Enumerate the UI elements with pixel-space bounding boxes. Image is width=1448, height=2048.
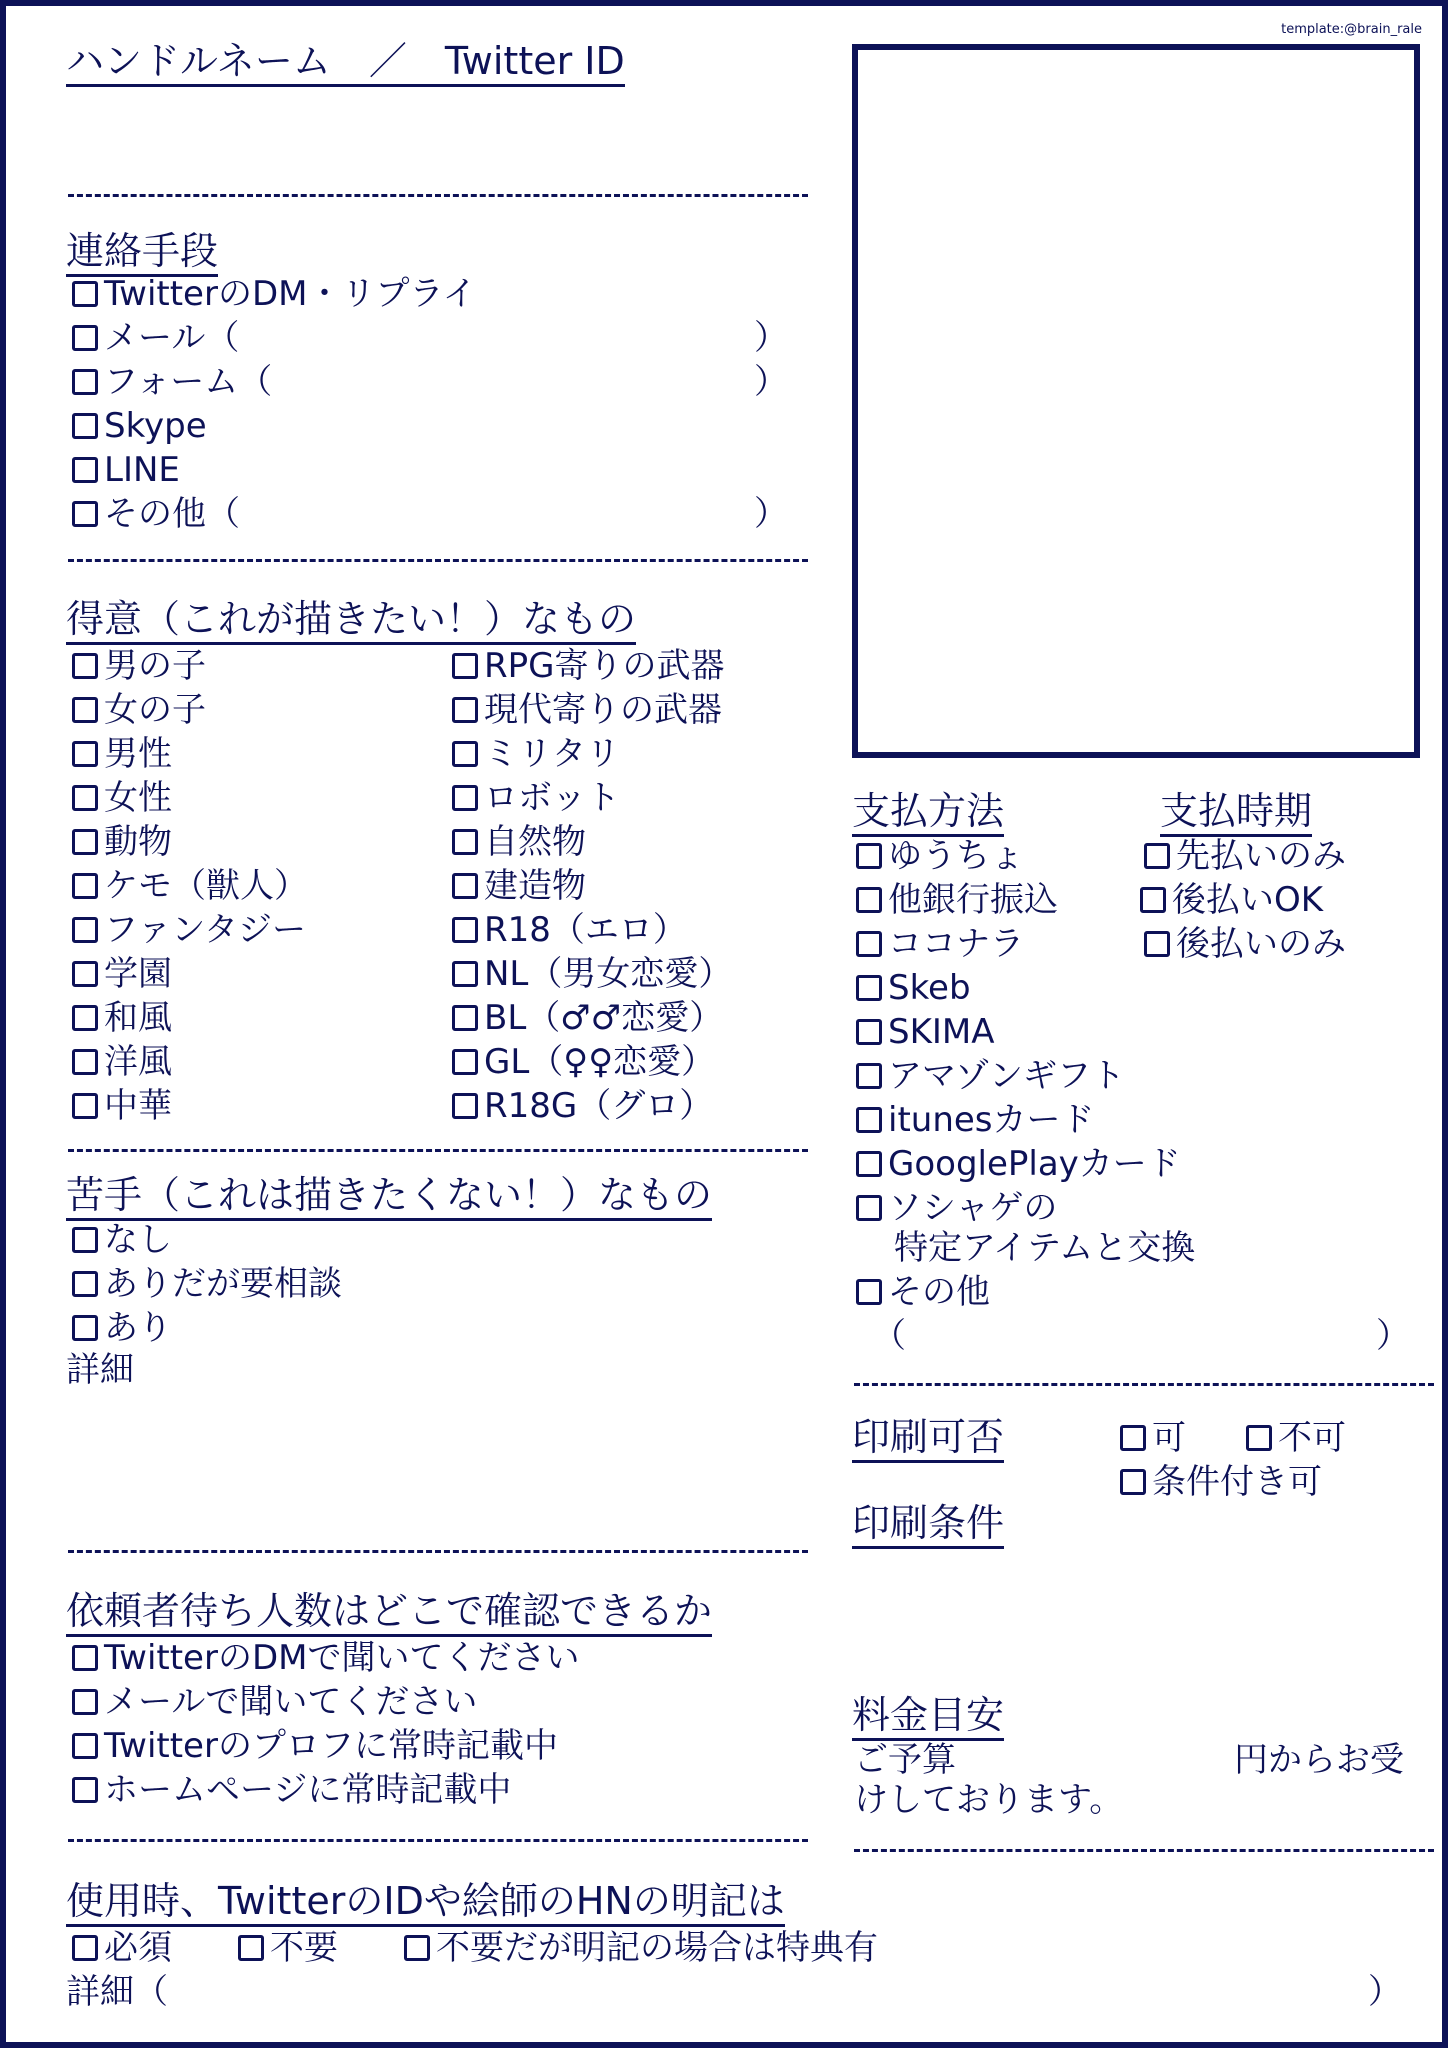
- good-option-left-6[interactable]: [72, 910, 306, 950]
- checkbox[interactable]: [452, 741, 478, 767]
- good-option-left-10[interactable]: [72, 1086, 172, 1126]
- good-option-left-label: 男性: [104, 734, 172, 774]
- good-option-left-2[interactable]: [72, 734, 172, 774]
- good-option-right-4[interactable]: [452, 822, 586, 862]
- good-option-right-label: BL（♂♂恋愛）: [484, 998, 724, 1038]
- payment-method-cont: 特定アイテムと交換: [894, 1228, 1196, 1268]
- checkbox[interactable]: [72, 413, 98, 439]
- queue-title: 依頼者待ち人数はどこで確認できるか: [66, 1588, 712, 1637]
- good-option-right-label: ミリタリ: [484, 734, 620, 774]
- print-option-ng[interactable]: 不可: [1246, 1418, 1346, 1458]
- payment-method-option-6[interactable]: [856, 1100, 1095, 1140]
- payment-method-option-4[interactable]: [856, 1012, 995, 1052]
- price-accept-text: けしております。: [854, 1780, 1124, 1820]
- good-option-left-9[interactable]: [72, 1042, 172, 1082]
- good-option-left-0[interactable]: [72, 646, 206, 686]
- good-option-left-label: 中華: [104, 1086, 172, 1126]
- good-option-right-10[interactable]: [452, 1086, 713, 1126]
- good-option-right-8[interactable]: [452, 998, 723, 1038]
- good-option-right-5[interactable]: [452, 866, 586, 906]
- divider: [68, 194, 808, 197]
- payment-method-other[interactable]: その他: [856, 1272, 990, 1312]
- good-option-left-label: 洋風: [104, 1042, 172, 1082]
- good-option-right-label: ロボット: [484, 778, 620, 818]
- good-option-left-4[interactable]: [72, 822, 172, 862]
- print-option-conditional[interactable]: 条件付き可: [1120, 1462, 1322, 1502]
- checkbox[interactable]: [72, 325, 98, 351]
- payment-method-option-label: itunesカード: [888, 1100, 1095, 1140]
- good-option-left-8[interactable]: [72, 998, 172, 1038]
- checkbox[interactable]: [1144, 931, 1170, 957]
- payment-method-option-label: ソシャゲの: [888, 1188, 1058, 1228]
- good-option-left-5[interactable]: [72, 866, 308, 906]
- checkbox[interactable]: [72, 1645, 98, 1671]
- checkbox[interactable]: [72, 653, 98, 679]
- divider: [854, 1849, 1434, 1852]
- checkbox[interactable]: [404, 1935, 430, 1961]
- contact-option-form[interactable]: フォーム（: [72, 362, 272, 402]
- good-option-left-label: 女の子: [104, 690, 206, 730]
- payment-method-option-0[interactable]: [856, 836, 1024, 876]
- queue-option-dm[interactable]: TwitterのDMで聞いてください: [72, 1638, 579, 1678]
- checkbox[interactable]: [856, 975, 882, 1001]
- good-option-right-6[interactable]: [452, 910, 687, 950]
- payment-method-option-label: 他銀行振込: [888, 880, 1058, 920]
- checkbox[interactable]: [856, 1019, 882, 1045]
- checkbox[interactable]: [72, 961, 98, 987]
- queue-option-mail[interactable]: メールで聞いてください: [72, 1682, 477, 1722]
- price-from-label: 円からお受: [1234, 1740, 1404, 1780]
- good-option-right-0[interactable]: [452, 646, 724, 686]
- payment-method-option-label: ココナラ: [888, 924, 1024, 964]
- checkbox[interactable]: [452, 697, 478, 723]
- good-option-right-label: GL（♀♀恋愛）: [484, 1042, 716, 1082]
- credit-option-required[interactable]: 必須: [72, 1928, 172, 1968]
- checkbox[interactable]: [1246, 1425, 1272, 1451]
- checkbox[interactable]: [238, 1935, 264, 1961]
- checkbox[interactable]: [72, 1689, 98, 1715]
- print-title: 印刷可否: [852, 1414, 1004, 1463]
- payment-method-option-7[interactable]: [856, 1144, 1181, 1184]
- good-option-right-7[interactable]: [452, 954, 732, 994]
- good-option-right-3[interactable]: [452, 778, 620, 818]
- checkbox[interactable]: [1144, 843, 1170, 869]
- good-option-right-2[interactable]: [452, 734, 620, 774]
- payment-time-postpay-ok[interactable]: 後払いOK: [1140, 880, 1323, 920]
- price-budget-label: ご予算: [854, 1740, 956, 1780]
- checkbox[interactable]: [72, 1049, 98, 1075]
- good-option-left-label: 学園: [104, 954, 172, 994]
- divider: [68, 1839, 808, 1842]
- checkbox[interactable]: [452, 653, 478, 679]
- checkbox[interactable]: [72, 501, 98, 527]
- payment-method-option-3[interactable]: [856, 968, 971, 1008]
- checkbox[interactable]: [452, 961, 478, 987]
- checkbox[interactable]: [72, 785, 98, 811]
- handle-title: ハンドルネーム ／ Twitter ID: [66, 38, 625, 87]
- checkbox[interactable]: [1140, 887, 1166, 913]
- divider: [854, 1383, 1434, 1386]
- paren-close: ）: [1368, 1972, 1402, 2012]
- checkbox[interactable]: [856, 843, 882, 869]
- checkbox[interactable]: [72, 1271, 98, 1297]
- credit-req-title: 使用時、TwitterのIDや絵師のHNの明記は: [66, 1878, 785, 1927]
- checkbox[interactable]: [72, 697, 98, 723]
- checkbox[interactable]: [72, 1777, 98, 1803]
- credit-option-not-required[interactable]: 不要: [238, 1928, 338, 1968]
- payment-method-option-label: GooglePlayカード: [888, 1144, 1181, 1184]
- queue-option-homepage[interactable]: ホームページに常時記載中: [72, 1770, 511, 1810]
- checkbox[interactable]: [856, 1195, 882, 1221]
- template-credit: template:@brain_rale: [1281, 22, 1422, 37]
- queue-option-profile[interactable]: Twitterのプロフに常時記載中: [72, 1726, 558, 1766]
- divider: [68, 1550, 808, 1553]
- good-option-left-3[interactable]: [72, 778, 172, 818]
- checkbox[interactable]: [72, 1227, 98, 1253]
- contact-option-other[interactable]: その他（: [72, 494, 240, 534]
- contact-option-dm[interactable]: TwitterのDM・リプライ: [72, 274, 476, 314]
- payment-method-option-label: ゆうちょ: [888, 836, 1024, 876]
- payment-method-title: 支払方法: [852, 788, 1004, 837]
- checkbox[interactable]: [72, 1005, 98, 1031]
- good-option-right-label: RPG寄りの武器: [484, 646, 725, 686]
- checkbox[interactable]: [856, 1151, 882, 1177]
- checkbox[interactable]: [452, 1005, 478, 1031]
- price-title: 料金目安: [852, 1692, 1004, 1741]
- checkbox[interactable]: [452, 1093, 478, 1119]
- payment-method-option-label: アマゾンギフト: [888, 1056, 1125, 1096]
- good-option-left-label: 男の子: [104, 646, 206, 686]
- checkbox[interactable]: [856, 887, 882, 913]
- contact-option-skype[interactable]: Skype: [72, 406, 207, 446]
- paren-close: ）: [754, 494, 788, 534]
- good-option-left-label: 動物: [104, 822, 172, 862]
- divider: [68, 559, 808, 562]
- good-option-right-label: NL（男女恋愛）: [484, 954, 733, 994]
- sample-image-box: [852, 44, 1420, 758]
- credit-option-bonus[interactable]: 不要だが明記の場合は特典有: [404, 1928, 878, 1968]
- checkbox[interactable]: [1120, 1469, 1146, 1495]
- checkbox[interactable]: [72, 829, 98, 855]
- good-option-right-label: R18G（グロ）: [484, 1086, 714, 1126]
- checkbox[interactable]: [72, 917, 98, 943]
- good-option-left-label: ファンタジー: [104, 910, 306, 950]
- bad-option-consult[interactable]: ありだが要相談: [72, 1264, 342, 1304]
- checkbox[interactable]: [72, 1733, 98, 1759]
- good-option-right-label: 現代寄りの武器: [484, 690, 722, 730]
- payment-method-option-label: SKIMA: [888, 1012, 995, 1052]
- checkbox[interactable]: [72, 1935, 98, 1961]
- paren-close: ）: [1376, 1316, 1410, 1356]
- checkbox[interactable]: [856, 1063, 882, 1089]
- paren-open: （: [872, 1316, 906, 1356]
- contact-option-mail[interactable]: メール（: [72, 318, 239, 358]
- checkbox[interactable]: [452, 1049, 478, 1075]
- good-option-right-label: 自然物: [484, 822, 586, 862]
- payment-method-option-2[interactable]: [856, 924, 1024, 964]
- bad-option-yes[interactable]: あり: [72, 1308, 172, 1348]
- checkbox[interactable]: [72, 369, 98, 395]
- checkbox[interactable]: [452, 829, 478, 855]
- good-option-left-label: ケモ（獣人）: [104, 866, 308, 906]
- checkbox[interactable]: [856, 1279, 882, 1305]
- checkbox[interactable]: [1120, 1425, 1146, 1451]
- payment-method-option-8[interactable]: [856, 1188, 1057, 1228]
- bad-title: 苦手（これは描きたくない！）なもの: [66, 1172, 712, 1221]
- checkbox[interactable]: [452, 785, 478, 811]
- paren-close: ）: [754, 362, 788, 402]
- checkbox[interactable]: [452, 873, 478, 899]
- good-option-right-label: R18（エロ）: [484, 910, 687, 950]
- good-option-left-7[interactable]: [72, 954, 172, 994]
- bad-detail-label: 詳細: [66, 1350, 134, 1390]
- checkbox[interactable]: [72, 1315, 98, 1341]
- checkbox[interactable]: [856, 931, 882, 957]
- good-option-left-label: 女性: [104, 778, 172, 818]
- paren-close: ）: [754, 318, 788, 358]
- divider: [68, 1149, 808, 1152]
- bad-option-none[interactable]: なし: [72, 1220, 172, 1260]
- good-option-right-label: 建造物: [484, 866, 586, 906]
- payment-time-prepay[interactable]: 先払いのみ: [1144, 836, 1346, 876]
- payment-time-title: 支払時期: [1160, 788, 1312, 837]
- good-option-left-1[interactable]: [72, 690, 206, 730]
- checkbox[interactable]: [72, 457, 98, 483]
- print-cond-title: 印刷条件: [852, 1500, 1004, 1549]
- contact-option-line[interactable]: LINE: [72, 450, 180, 490]
- checkbox[interactable]: [72, 1093, 98, 1119]
- checkbox[interactable]: [452, 917, 478, 943]
- checkbox[interactable]: [72, 281, 98, 307]
- good-option-right-9[interactable]: [452, 1042, 715, 1082]
- checkbox[interactable]: [72, 741, 98, 767]
- contact-title: 連絡手段: [66, 228, 218, 277]
- good-option-left-label: 和風: [104, 998, 172, 1038]
- checkbox[interactable]: [72, 873, 98, 899]
- payment-time-postpay-only[interactable]: 後払いのみ: [1144, 924, 1346, 964]
- payment-method-option-5[interactable]: [856, 1056, 1125, 1096]
- print-option-ok[interactable]: 可: [1120, 1418, 1186, 1458]
- payment-method-option-label: Skeb: [888, 968, 971, 1008]
- credit-detail-label: 詳細（: [66, 1972, 168, 2012]
- good-title: 得意（これが描きたい！）なもの: [66, 596, 636, 645]
- payment-method-option-1[interactable]: [856, 880, 1058, 920]
- checkbox[interactable]: [856, 1107, 882, 1133]
- good-option-right-1[interactable]: [452, 690, 722, 730]
